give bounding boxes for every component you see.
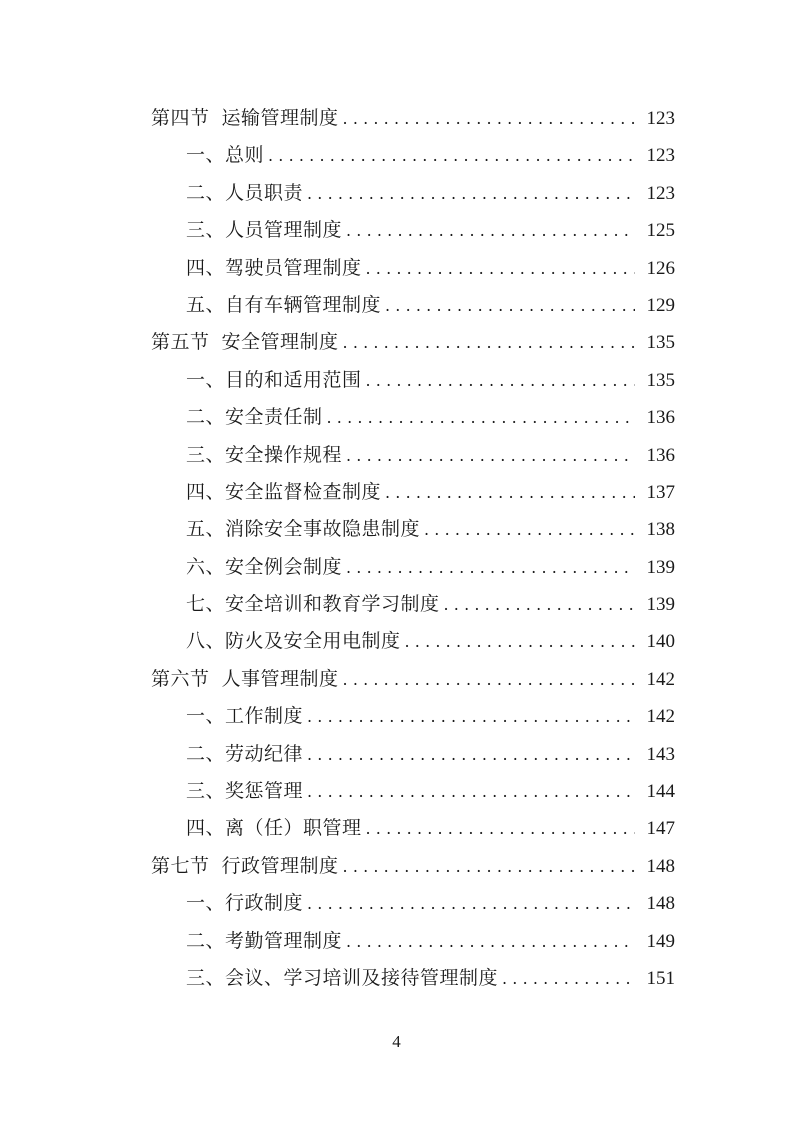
- dot-leader: [366, 250, 635, 287]
- toc-page-number: 123: [646, 145, 675, 167]
- toc-item-entry[interactable]: [151, 736, 675, 773]
- toc-section-prefix: 第六节: [151, 667, 210, 690]
- toc-item-entry[interactable]: [151, 250, 675, 287]
- toc-item-entry[interactable]: [151, 511, 675, 548]
- toc-section-title: 安全管理制度: [221, 331, 339, 354]
- toc-item-entry[interactable]: [151, 960, 675, 997]
- toc-entry-title: 七、安全培训和教育学习制度: [186, 593, 440, 616]
- toc-page-number: 139: [646, 556, 675, 578]
- toc-page-number: 125: [646, 220, 675, 242]
- toc-entry-title: [151, 848, 339, 885]
- toc-entry-title: 四、离（任）职管理: [186, 817, 362, 840]
- dot-leader: [346, 212, 635, 249]
- toc-section-entry[interactable]: [151, 848, 675, 885]
- toc-page-number: 142: [646, 706, 675, 728]
- toc-item-entry[interactable]: [151, 137, 675, 174]
- toc-section-title: 运输管理制度: [221, 107, 339, 129]
- toc-entry-title: 三、人员管理制度: [186, 219, 343, 242]
- toc-entry-title: 二、安全责任制: [186, 406, 323, 429]
- toc-item-entry[interactable]: [151, 773, 675, 810]
- toc-page-number: 135: [646, 332, 675, 354]
- page-number: 4: [392, 1032, 401, 1051]
- toc-entry-title: 三、会议、学习培训及接待管理制度: [186, 966, 499, 989]
- toc-section-prefix: 第七节: [151, 854, 210, 877]
- toc-page-number: 148: [646, 855, 675, 877]
- dot-leader: [346, 923, 635, 960]
- toc-item-entry[interactable]: [151, 586, 675, 623]
- toc-item-entry[interactable]: [151, 810, 675, 847]
- toc-page-number: 136: [646, 407, 675, 429]
- toc-section-entry[interactable]: [151, 324, 675, 361]
- toc-item-entry[interactable]: [151, 362, 675, 399]
- toc-item-entry[interactable]: [151, 698, 675, 735]
- toc-section-entry[interactable]: [151, 661, 675, 698]
- toc-entry-title: [151, 324, 339, 361]
- dot-leader: [346, 549, 635, 586]
- toc-entry-title: 六、安全例会制度: [186, 555, 343, 578]
- toc-entry-title: 五、消除安全事故隐患制度: [186, 518, 421, 541]
- toc-entry-title: 二、人员职责: [186, 181, 304, 204]
- toc-entry-title: 一、工作制度: [186, 705, 304, 728]
- dot-leader: [307, 736, 635, 773]
- toc-entry-title: 三、奖惩管理: [186, 780, 304, 803]
- toc-page-number: 148: [646, 893, 675, 915]
- dot-leader: [343, 100, 635, 137]
- dot-leader: [307, 773, 635, 810]
- toc-page-number: 129: [646, 294, 675, 316]
- table-of-contents: [151, 100, 675, 997]
- toc-entry-title: 五、自有车辆管理制度: [186, 293, 382, 316]
- dot-leader: [405, 623, 635, 660]
- toc-page-number: 123: [646, 108, 675, 129]
- toc-page-number: 142: [646, 668, 675, 690]
- toc-item-entry[interactable]: [151, 885, 675, 922]
- dot-leader: [346, 437, 635, 474]
- toc-entry-title: [151, 100, 339, 137]
- toc-page-number: 135: [646, 369, 675, 391]
- toc-entry-title: 二、劳动纪律: [186, 742, 304, 765]
- dot-leader: [268, 137, 635, 174]
- dot-leader: [385, 287, 635, 324]
- toc-page-number: 126: [646, 257, 675, 279]
- toc-section-prefix: 第四节: [151, 107, 210, 129]
- toc-page-number: 147: [646, 818, 675, 840]
- toc-section-title: 人事管理制度: [221, 667, 339, 690]
- toc-item-entry[interactable]: [151, 399, 675, 436]
- toc-entry-title: 四、安全监督检查制度: [186, 480, 382, 503]
- dot-leader: [307, 885, 635, 922]
- toc-page-number: 136: [646, 444, 675, 466]
- toc-entry-title: 八、防火及安全用电制度: [186, 630, 401, 653]
- toc-section-entry[interactable]: [151, 100, 675, 137]
- dot-leader: [307, 175, 635, 212]
- toc-page-number: 123: [646, 182, 675, 204]
- dot-leader: [343, 324, 635, 361]
- toc-page-number: 149: [646, 930, 675, 952]
- toc-entry-title: [151, 661, 339, 698]
- toc-item-entry[interactable]: [151, 623, 675, 660]
- toc-page-number: 137: [646, 481, 675, 503]
- toc-entry-title: 二、考勤管理制度: [186, 929, 343, 952]
- dot-leader: [366, 810, 635, 847]
- dot-leader: [307, 698, 635, 735]
- toc-item-entry[interactable]: [151, 212, 675, 249]
- toc-item-entry[interactable]: [151, 549, 675, 586]
- dot-leader: [444, 586, 635, 623]
- toc-item-entry[interactable]: [151, 175, 675, 212]
- toc-page-number: 144: [646, 781, 675, 803]
- toc-section-prefix: 第五节: [151, 331, 210, 354]
- toc-page-number: 140: [646, 631, 675, 653]
- toc-entry-title: 一、行政制度: [186, 892, 304, 915]
- dot-leader: [502, 960, 635, 997]
- toc-entry-title: 四、驾驶员管理制度: [186, 256, 362, 279]
- toc-page-number: 138: [646, 519, 675, 541]
- toc-entry-title: 三、安全操作规程: [186, 443, 343, 466]
- toc-page-number: 139: [646, 594, 675, 616]
- dot-leader: [343, 661, 635, 698]
- toc-section-title: 行政管理制度: [221, 854, 339, 877]
- toc-item-entry[interactable]: [151, 437, 675, 474]
- toc-page-number: 151: [646, 967, 675, 989]
- toc-item-entry[interactable]: [151, 474, 675, 511]
- toc-item-entry[interactable]: [151, 923, 675, 960]
- toc-entry-title: 一、目的和适用范围: [186, 368, 362, 391]
- dot-leader: [424, 511, 635, 548]
- dot-leader: [327, 399, 635, 436]
- toc-item-entry[interactable]: [151, 287, 675, 324]
- dot-leader: [343, 848, 635, 885]
- toc-entry-title: 一、总则: [186, 144, 265, 167]
- dot-leader: [366, 362, 635, 399]
- dot-leader: [385, 474, 635, 511]
- toc-page-number: 143: [646, 743, 675, 765]
